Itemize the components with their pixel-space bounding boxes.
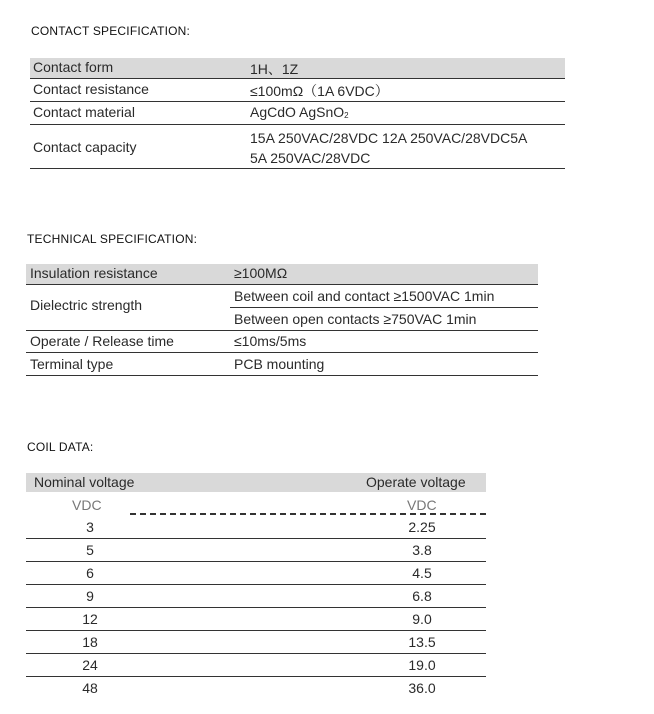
coil-operate-cell: 4.5 — [412, 565, 432, 581]
terminal-type-label: Terminal type — [30, 356, 114, 372]
contact-spec-title: CONTACT SPECIFICATION: — [31, 24, 191, 38]
operate-release-value: ≤10ms/5ms — [234, 333, 307, 349]
coil-operate-cell: 13.5 — [408, 634, 436, 650]
coil-row-divider — [26, 630, 486, 631]
divider — [30, 168, 565, 169]
coil-operate-cell: 2.25 — [408, 519, 436, 535]
coil-nominal-cell: 9 — [86, 588, 94, 604]
terminal-type-value: PCB mounting — [234, 356, 325, 372]
coil-nominal-cell: 24 — [82, 657, 98, 673]
contact-resistance-value: ≤100mΩ（1A 6VDC） — [250, 83, 389, 99]
coil-operate-cell: 36.0 — [408, 680, 436, 696]
coil-nominal-cell: 5 — [86, 542, 94, 558]
insulation-resistance-value: ≥100MΩ — [234, 265, 288, 281]
technical-spec-title: TECHNICAL SPECIFICATION: — [27, 232, 198, 246]
divider — [26, 375, 538, 376]
coil-data-title: COIL DATA: — [27, 440, 94, 454]
contact-form-label: Contact form — [33, 59, 114, 75]
coil-operate-cell: 3.8 — [412, 542, 432, 558]
coil-row-divider — [26, 676, 486, 677]
coil-row-divider — [26, 538, 486, 539]
divider — [26, 352, 538, 353]
coil-operate-cell: 6.8 — [412, 588, 432, 604]
dielectric-value-coil-contact: Between coil and contact ≥1500VAC 1min — [234, 288, 495, 304]
contact-capacity-line1: 15A 250VAC/28VDC 12A 250VAC/28VDC5A — [250, 130, 528, 146]
coil-nominal-cell: 3 — [86, 519, 94, 535]
coil-nominal-cell: 6 — [86, 565, 94, 581]
coil-nominal-cell: 18 — [82, 634, 98, 650]
divider — [230, 307, 538, 308]
divider — [30, 124, 565, 125]
divider — [30, 78, 565, 79]
divider — [26, 284, 538, 285]
dashed-divider — [130, 513, 486, 515]
coil-row-divider — [26, 584, 486, 585]
contact-form-value: 1H、1Z — [250, 61, 299, 77]
contact-resistance-label: Contact resistance — [33, 81, 149, 97]
operate-unit: VDC — [407, 497, 437, 513]
coil-row-divider — [26, 653, 486, 654]
coil-operate-cell: 9.0 — [412, 611, 432, 627]
operate-release-label: Operate / Release time — [30, 333, 174, 349]
coil-row-divider — [26, 561, 486, 562]
nominal-voltage-header: Nominal voltage — [34, 474, 135, 490]
coil-row-divider — [26, 607, 486, 608]
contact-capacity-line2: 5A 250VAC/28VDC — [250, 150, 371, 166]
contact-material-label: Contact material — [33, 104, 135, 120]
divider — [30, 101, 565, 102]
operate-voltage-header: Operate voltage — [366, 474, 466, 490]
divider — [26, 330, 538, 331]
dielectric-value-open-contacts: Between open contacts ≥750VAC 1min — [234, 311, 477, 327]
contact-capacity-label: Contact capacity — [33, 139, 137, 155]
coil-operate-cell: 19.0 — [408, 657, 436, 673]
coil-nominal-cell: 48 — [82, 680, 98, 696]
insulation-resistance-label: Insulation resistance — [30, 265, 158, 281]
nominal-unit: VDC — [72, 497, 102, 513]
contact-material-value: AgCdO AgSnO$_2$ — [250, 104, 349, 120]
dielectric-strength-label: Dielectric strength — [30, 297, 143, 313]
coil-nominal-cell: 12 — [82, 611, 98, 627]
